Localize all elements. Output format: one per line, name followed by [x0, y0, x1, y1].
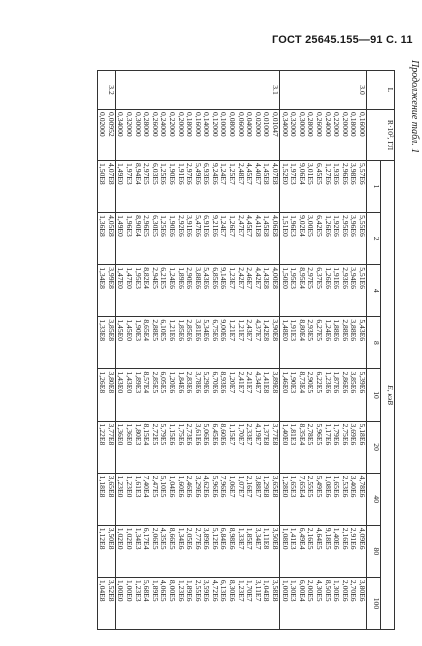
data-table	[97, 70, 395, 630]
energy-header: 100	[367, 577, 381, 629]
flux-values-cell: 4,09E6 2,91E6 2,16E6 1,40E6 9,18E5 4,64E5 2,16E5 6,49E4 1,41E3 1,08E0	[280, 525, 367, 577]
flux-values-cell: 3,65E8 1,18E8	[97, 473, 115, 525]
flux-values-cell: 3,77E8 1,37E8 4,19E7 2,33E7 1,70E7 1,15E7 8,60E6 6,45E6 5,06E6 3,61E6 2,73E6 1,75E6 1,15E6 5,79E5 2,72E5 8,15E4 1,80E3 1,36E0 1,36E0	[115, 421, 279, 473]
flux-values-cell: 3,77E8 1,22E8	[97, 421, 115, 473]
flux-values-cell: 3,50E8 1,11E8 3,34E7 1,85E7 1,33E7 8,98E6 6,84E6 5,12E6 3,89E6 2,77E6 2,05E6 1,34E6 8,66E5 4,35E5 2,06E5 6,17E4 1,34E3 1,02E0 1,02E0	[115, 525, 279, 577]
energy-header: 1	[367, 161, 381, 213]
table-row	[280, 71, 367, 630]
flux-values-cell: 5,57E6 3,98E6 2,96E6 1,93E6 1,27E6 6,45E5 3,01E5 9,06E4 1,97E3 1,52E0	[280, 161, 367, 213]
l-value-cell: 3.1	[115, 71, 279, 110]
rotated-table-container	[25, 70, 395, 630]
flux-values-cell: 5,43E6 3,88E6 2,88E6 1,88E6 1,24E6 6,27E5 2,93E5 8,80E4 1,91E3 1,48E0	[280, 317, 367, 369]
flux-values-cell: 4,78E6 3,40E6 2,53E6 1,65E6 1,08E6 5,49E5 2,55E5 7,65E4 1,65E3 1,28E0	[280, 473, 367, 525]
flux-values-cell: 4,00E8 1,43E8 4,42E7 2,46E7 2,42E7 1,23E7 9,14E6 6,85E6 5,43E6 3,88E6 2,90E6 1,89E6 1,24E6 6,21E5 2,94E5 8,82E4 1,95E3 1,47E0 1,47E0	[115, 265, 279, 317]
r-values-cell: 0,16000 0,18000 0,20000 0,22000 0,24000 0,26000 0,28000 0,30000 0,32000 0,34000	[280, 110, 367, 161]
energy-header: 4	[367, 265, 381, 317]
flux-values-cell: 3,90E8 1,42E8 4,37E7 2,43E7 1,21E7 1,21E7 9,00E6 6,75E6 5,34E6 3,81E6 2,85E6 1,85E6 1,21E6 6,10E5 2,88E5 8,65E4 1,90E3 1,45E0 1,45E0	[115, 317, 279, 369]
flux-values-cell: 3,89E8 1,41E8 4,34E7 2,41E7 2,41E7 1,20E7 8,93E6 6,70E6 5,29E6 3,78E6 2,83E6 1,84E6 1,20E6 6,05E5 2,85E5 8,57E4 1,89E3 1,43E0 1,43E0	[115, 369, 279, 421]
flux-values-cell: 5,39E6 3,85E6 2,86E6 1,87E6 1,23E6 6,22E5 2,90E5 8,73E4 1,90E3 1,46E0	[280, 369, 367, 421]
energy-header: 20	[367, 421, 381, 473]
energy-header: 2	[367, 213, 381, 265]
table-continuation-label: Продолжение табл. 1	[409, 60, 420, 154]
column-group-header-energy: E, кэВ	[381, 161, 395, 630]
flux-values-cell: 3,99E8 1,34E8	[97, 265, 115, 317]
flux-values-cell: 3,80E6 2,70E6 2,00E6 1,30E6 8,50E5 4,30E5 2,00E5 6,00E4 1,30E3 1,00E0	[280, 577, 367, 629]
flux-values-cell: 3,52E8 1,04E8	[97, 577, 115, 629]
energy-header: 10	[367, 369, 381, 421]
flux-values-cell: 4,06E8 1,45E8 4,41E8 4,45E7 2,47E7 1,26E7 1,24E7 9,21E6 6,91E6 5,47E6 3,91E6 2,92E6 1,90E6 1,25E6 6,30E5 2,96E5 8,90E4 1,96E3 1,49E0	[115, 213, 279, 265]
r-values-cell: 0,01047 0,01000 0,02000 0,04000 0,06000 0,08000 0,10000 0,12000 0,14000 0,16000 0,18000 0,20000 0,22000 0,24000 0,26000 0,28000 0,30000 0,32000 0,34000	[115, 110, 279, 161]
table-row	[97, 71, 115, 630]
flux-values-cell: 3,58E8 1,04E8 3,11E7 1,70E7 1,23E7 8,30E6 6,13E6 4,72E6 3,59E6 2,55E6 1,89E6 1,23E6 8,00E5 4,06E5 1,89E5 5,68E4 1,23E3 1,00E0 1,00E0	[115, 577, 279, 629]
l-value-cell: 3.0	[280, 71, 367, 110]
flux-values-cell: 5,55E6 3,96E6 2,95E6 1,92E6 1,26E6 6,42E5 3,00E5 9,02E4 1,96E3 1,51E0	[280, 213, 367, 265]
flux-values-cell: 3,80E8 1,26E8	[97, 369, 115, 421]
r-values-cell: 0,00952 0,02000	[97, 110, 115, 161]
flux-values-cell: 3,50E8 1,12E8	[97, 525, 115, 577]
flux-values-cell: 3,85E8 1,33E8	[97, 317, 115, 369]
table-body	[97, 71, 366, 630]
flux-values-cell: 4,05E8 1,36E8	[97, 213, 115, 265]
flux-values-cell: 5,18E6 3,69E6 2,75E6 1,79E6 1,17E6 5,96E5 2,78E5 8,35E4 1,81E3 1,40E0	[280, 421, 367, 473]
column-header-r: R·10², ГЛ	[367, 110, 395, 161]
flux-values-cell: 5,51E6 3,94E6 2,93E6 1,91E6 1,26E6 6,37E5 2,97E5 8,95E4 1,95E3 1,50E0	[280, 265, 367, 317]
table-row	[115, 71, 279, 630]
page-header: ГОСТ 25645.155—91 С. 11	[272, 34, 413, 46]
flux-values-cell: 4,07E8 1,50E8	[97, 161, 115, 213]
energy-header: 40	[367, 473, 381, 525]
energy-header: 80	[367, 525, 381, 577]
flux-values-cell: 4,07E8 1,45E8 4,40E7 4,45E7 2,48E7 1,25E7 1,24E7 9,24E6 6,93E6 5,49E6 2,97E6 1,91E6 1,90E6 1,25E6 6,03E5 2,97E5 8,94E4 1,97E3 1,49E0	[115, 161, 279, 213]
flux-values-cell: 3,65E8 1,29E8 3,88E7 2,16E7 1,07E7 1,06E7 7,96E6 5,96E6 4,62E6 3,29E6 2,46E6 1,60E6 1,04E6 5,10E5 2,47E5 7,40E4 1,61E3 1,23E0 1,23E0	[115, 473, 279, 525]
column-header-l: L	[367, 71, 395, 110]
energy-header: 8	[367, 317, 381, 369]
table-header-row-1	[381, 71, 395, 630]
l-value-cell: 3.2	[97, 71, 115, 110]
